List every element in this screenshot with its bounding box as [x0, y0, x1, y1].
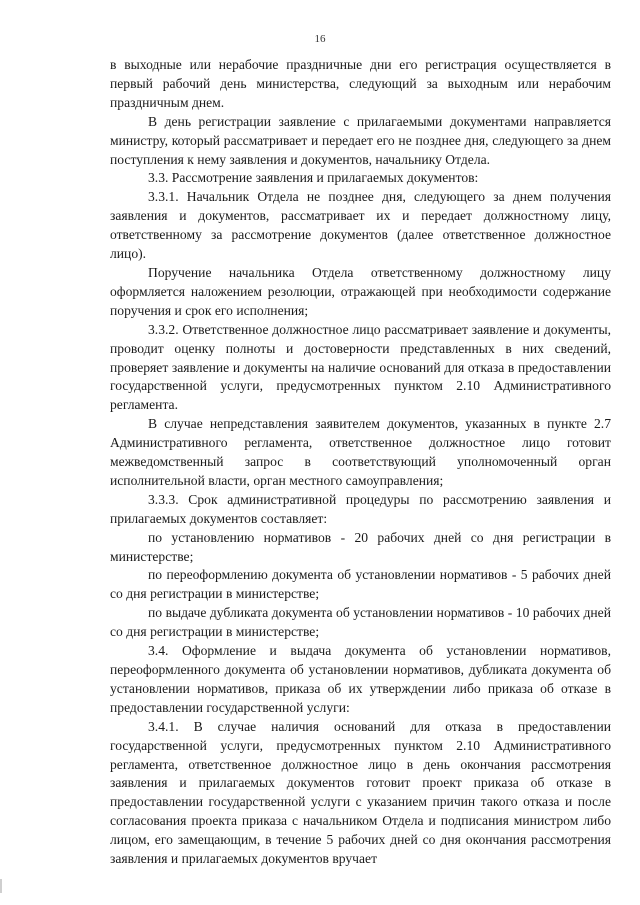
- paragraph-3-3-2: 3.3.2. Ответственное должностное лицо рассматривает заявление и документы, проводит оценку полноты и достоверности представленных в них сведений, проверяет заявление и документы на наличие оснований для отказа в предоставлении государственной услуги, предусмотренных пунктом 2.10 Административного регламента.: [110, 321, 611, 413]
- section-heading-3-3: 3.3. Рассмотрение заявления и прилагаемых документов:: [148, 170, 479, 186]
- section-heading-3-4: 3.4. Оформление и выдача документа об установлении нормативов, переоформленного документа об установлении нормативов, дубликата документа об установлении нормативов, приказа об их утверждении либо приказа об отказе в предоставлении государственной услуги:: [110, 643, 611, 715]
- page-number: 16: [314, 33, 326, 45]
- paragraph-resolution: Поручение начальника Отдела ответственному должностному лицу оформляется наложением резолюции, отражающей при необходимости содержание поручения и срок его исполнения;: [110, 264, 611, 318]
- paragraph-term-duplicate: по выдаче дубликата документа об установлении нормативов - 10 рабочих дней со дня регистрации в министерстве;: [110, 605, 611, 640]
- paragraph-3-3-3: 3.3.3. Срок административной процедуры по рассмотрению заявления и прилагаемых документов составляет:: [110, 491, 611, 526]
- paragraph-interagency-request: В случае непредставления заявителем документов, указанных в пункте 2.7 Административного регламента, ответственное должностное лицо готовит межведомственный запрос в соответствующий уполномоченный орган исполнительной власти, орган местного самоуправления;: [110, 416, 611, 488]
- paragraph-registration-day: В день регистрации заявление с прилагаемыми документами направляется министру, который рассматривает и передает его не позднее дня, следующего за днем поступления к нему заявления и документов, начальнику Отдела.: [110, 113, 611, 167]
- document-body: [110, 56, 611, 869]
- paragraph-term-standards: по установлению нормативов - 20 рабочих дней со дня регистрации в министерстве;: [110, 529, 611, 564]
- paragraph-3-3-1: 3.3.1. Начальник Отдела не позднее дня, следующего за днем получения заявления и документов, рассматривает их и передает должностному лицу, ответственному за рассмотрение документов (далее ответственное должностное лицо).: [110, 189, 611, 262]
- paragraph-term-reissue: по переоформлению документа об установлении нормативов - 5 рабочих дней со дня регистрации в министерстве;: [110, 567, 611, 602]
- scan-edge-mark: [0, 879, 2, 893]
- paragraph-continuation: в выходные или нерабочие праздничные дни его регистрация осуществляется в первый рабочий день министерства, следующий за выходным или нерабочим праздничным днем.: [110, 57, 611, 110]
- paragraph-3-4-1: 3.4.1. В случае наличия оснований для отказа в предоставлении государственной услуги, предусмотренных пунктом 2.10 Административного регламента, ответственное должностное лицо в день окончания рассмотрения заявления и прилагаемых документов готовит проект приказа об отказе в предоставлении государственной услуги с указанием причин такого отказа и после согласования проекта приказа с начальником Отдела и подписания министром либо лицом, его замещающим, в течение 5 рабочих дней со дня окончания рассмотрения заявления и прилагаемых документов вручает: [110, 718, 611, 867]
